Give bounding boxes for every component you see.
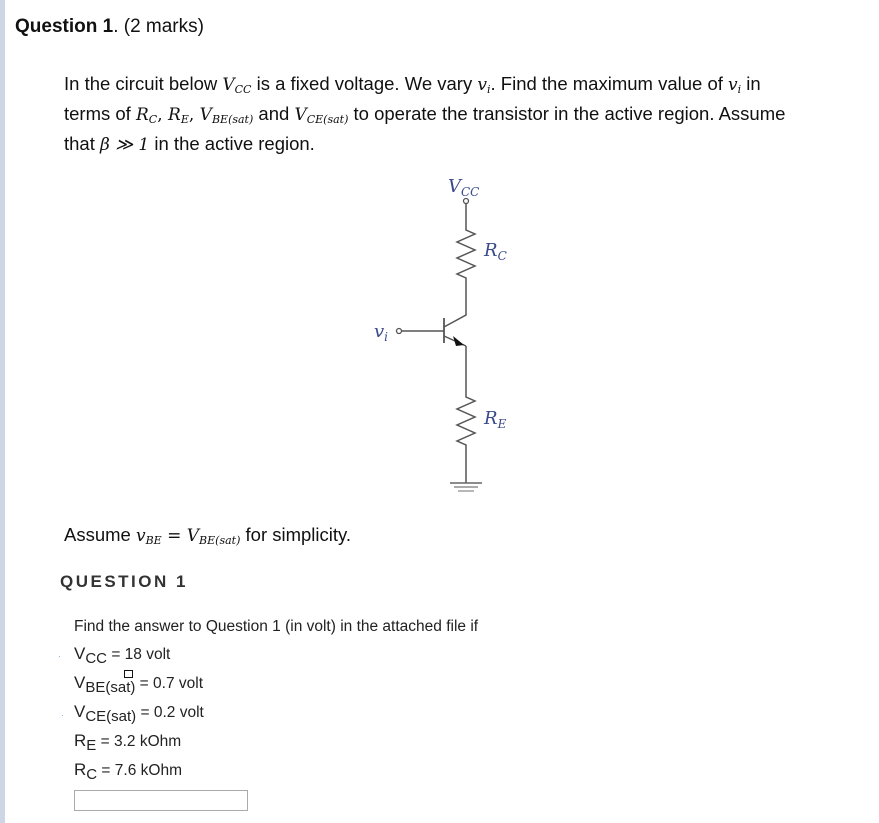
given-rc: RC = 7.6 kOhm	[74, 760, 182, 783]
math-re: $R_E$	[168, 105, 189, 126]
left-accent-strip	[0, 0, 5, 823]
question-section-label: QUESTION 1	[60, 572, 188, 591]
vi-label: $v_i$	[374, 321, 389, 344]
math-vcc: $V_{CC}$	[222, 75, 252, 96]
math-vbe: $v_{BE}$	[135, 526, 162, 547]
emitter-arrow-icon	[453, 336, 464, 346]
math-beta: β ≫ 1	[100, 135, 150, 155]
re-resistor	[457, 346, 475, 483]
answer-input[interactable]	[74, 790, 248, 811]
problem-line-3: that β ≫ 1 in the active region.	[64, 133, 315, 155]
math-vi: $v_i$	[477, 75, 491, 96]
math-vi: $v_i$	[728, 75, 742, 96]
math-vce-sat: $V_{CE(sat)}$	[294, 105, 349, 126]
problem-statement	[64, 72, 844, 157]
given-vcc: VCC = 18 volt	[74, 644, 171, 667]
given-vbe-sat: VBE(sat) = 0.7 volt	[74, 673, 203, 696]
stray-dot	[62, 715, 63, 716]
stray-dot	[59, 656, 60, 657]
given-vce-sat: VCE(sat) = 0.2 volt	[74, 702, 204, 725]
rc-resistor	[444, 204, 475, 328]
rc-label: $R_C$	[484, 240, 507, 263]
question-prompt: Find the answer to Question 1 (in volt) in the attached file if	[74, 618, 479, 635]
question-header	[15, 16, 204, 38]
vcc-label: $V_{CC}$	[448, 176, 480, 199]
circuit-diagram	[340, 165, 540, 505]
given-re: RE = 3.2 kOhm	[74, 731, 182, 754]
math-vbe-sat: $V_{BE(sat)}$	[199, 105, 254, 126]
vi-terminal	[397, 329, 402, 334]
question-number: Question 1	[15, 16, 114, 37]
problem-line-1: In the circuit below $V_{CC}$ is a fixed voltage. We vary $v_i$. Find the maximum value of $v_i$ in	[64, 73, 761, 96]
question-marks: . (2 marks)	[113, 16, 204, 37]
assumption-text: Assume $v_{BE} = V_{BE(sat)}$ for simplicity.	[64, 524, 352, 547]
re-label: $R_E$	[484, 408, 507, 431]
math-vbe-sat: $V_{BE(sat)}$	[186, 526, 241, 547]
vcc-terminal	[464, 199, 469, 204]
math-rc: $R_C$	[135, 105, 158, 126]
problem-line-2: terms of $R_C$, $R_E$, $V_{BE(sat)}$ and $V_{CE(sat)}$ to operate the transistor in the active region. Assume	[64, 103, 786, 126]
